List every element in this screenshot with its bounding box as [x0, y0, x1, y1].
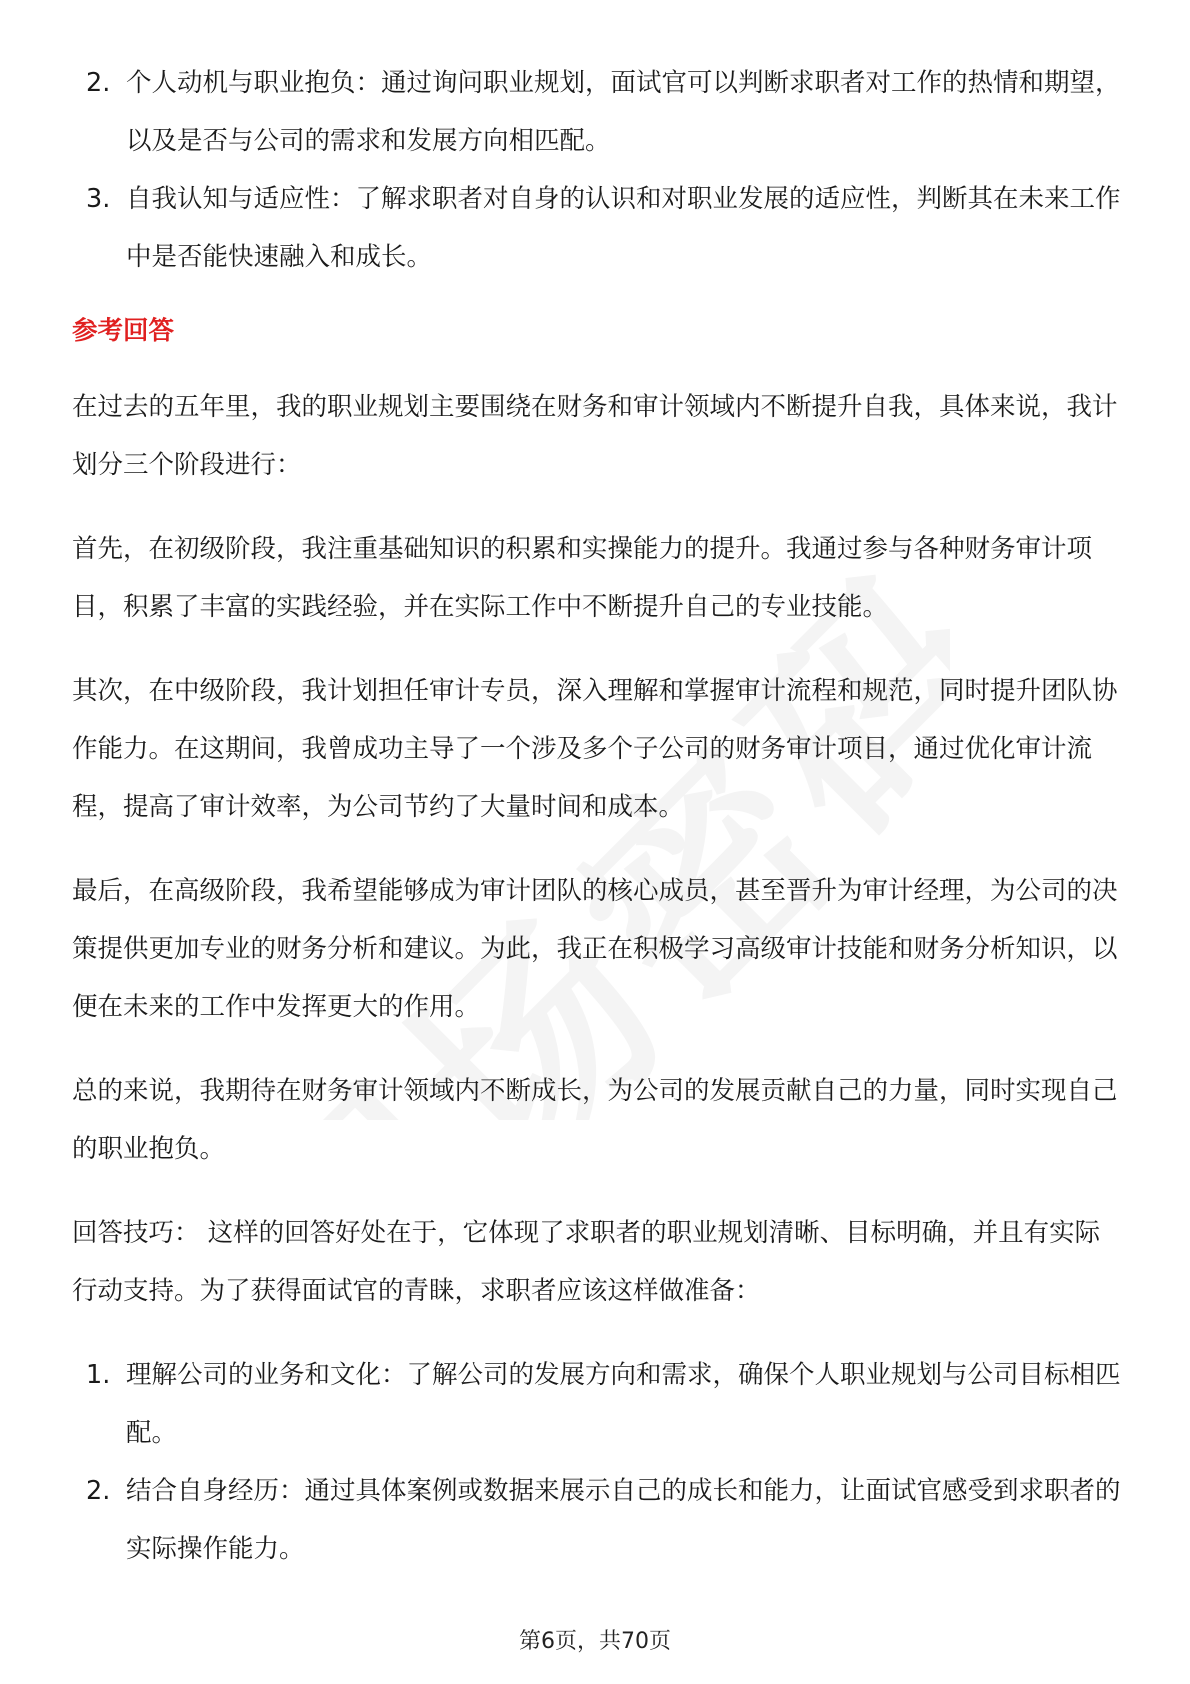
- list-item: [72, 54, 1122, 170]
- list-item: [72, 1346, 1122, 1462]
- list-item: [72, 170, 1122, 286]
- list-item-text: 自我认知与适应性：了解求职者对自身的认识和对职业发展的适应性，判断其在未来工作中是否能快速融入和成长。: [126, 184, 1121, 272]
- list-item-text: 个人动机与职业抱负：通过询问职业规划，面试官可以判断求职者对工作的热情和期望，以及是否与公司的需求和发展方向相匹配。: [126, 68, 1121, 156]
- paragraph: 在过去的五年里，我的职业规划主要围绕在财务和审计领域内不断提升自我，具体来说，我计划分三个阶段进行：: [72, 392, 1118, 480]
- list-item-number: 2.: [86, 68, 111, 98]
- list-item-text: 理解公司的业务和文化：了解公司的发展方向和需求，确保个人职业规划与公司目标相匹配。: [126, 1360, 1121, 1448]
- list-item: [72, 1462, 1122, 1578]
- list-item-number: 3.: [86, 184, 111, 214]
- paragraph: 最后，在高级阶段，我希望能够成为审计团队的核心成员，甚至晋升为审计经理，为公司的决策提供更加专业的财务分析和建议。为此，我正在积极学习高级审计技能和财务分析知识，以便在未来的工作中发挥更大的作用。: [72, 876, 1118, 1022]
- list-item-number: 2.: [86, 1476, 111, 1506]
- section-heading: 参考回答: [72, 316, 175, 346]
- paragraph: 总的来说，我期待在财务审计领域内不断成长，为公司的发展贡献自己的力量，同时实现自己的职业抱负。: [72, 1076, 1118, 1164]
- paragraph: 回答技巧： 这样的回答好处在于，它体现了求职者的职业规划清晰、目标明确，并且有实际行动支持。为了获得面试官的青睐，求职者应该这样做准备：: [72, 1218, 1101, 1306]
- numbered-list-top: [72, 54, 1122, 286]
- list-item-number: 1.: [86, 1360, 111, 1390]
- list-item-text: 结合自身经历：通过具体案例或数据来展示自己的成长和能力，让面试官感受到求职者的实际操作能力。: [126, 1476, 1121, 1564]
- numbered-list-bottom: [72, 1346, 1122, 1578]
- page-content: [72, 54, 1122, 1578]
- page-footer: 第6页，共70页: [519, 1629, 671, 1654]
- paragraph: 其次，在中级阶段，我计划担任审计专员，深入理解和掌握审计流程和规范，同时提升团队协作能力。在这期间，我曾成功主导了一个涉及多个子公司的财务审计项目，通过优化审计流程，提高了审计效率，为公司节约了大量时间和成本。: [72, 676, 1118, 822]
- paragraph: 首先，在初级阶段，我注重基础知识的积累和实操能力的提升。我通过参与各种财务审计项目，积累了丰富的实践经验，并在实际工作中不断提升自己的专业技能。: [72, 534, 1093, 622]
